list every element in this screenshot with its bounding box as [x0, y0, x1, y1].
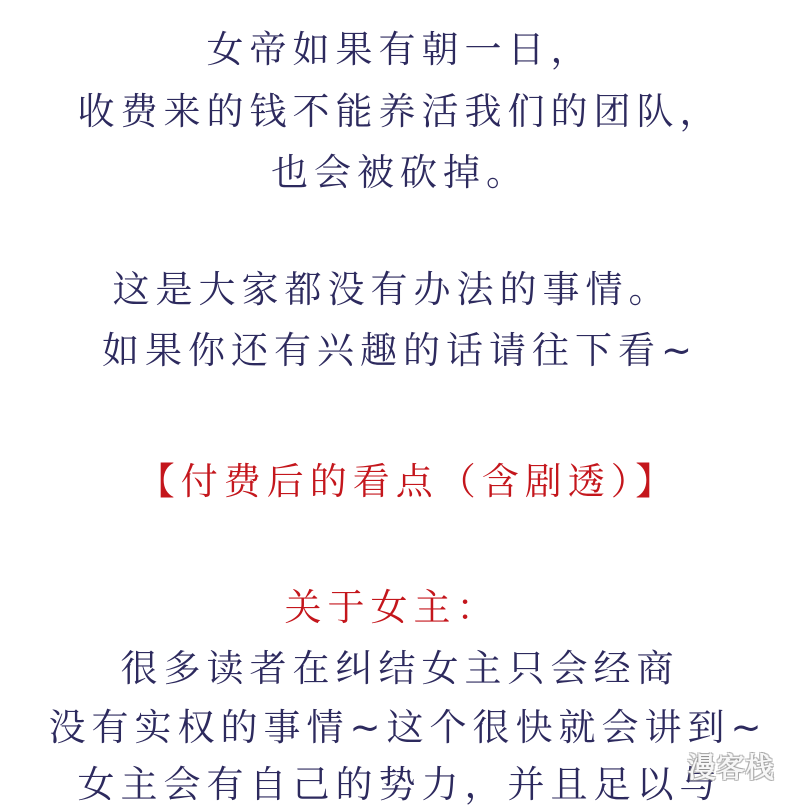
heroine-section-line3: 女主会有自己的势力，并且足以与 [77, 763, 723, 806]
heroine-section-line1: 很多读者在纠结女主只会经商 [120, 647, 680, 690]
paragraph1-line3: 也会被砍掉。 [271, 151, 529, 194]
watermark-logo: 漫客栈 [687, 751, 775, 784]
paid-highlights-heading: 【付费后的看点（含剧透）】 [137, 460, 679, 503]
paragraph1-line2: 收费来的钱不能养活我们的团队， [77, 90, 723, 133]
paragraph2-line2: 如果你还有兴趣的话请往下看~ [101, 329, 698, 372]
heroine-section-line2: 没有实权的事情~这个很快就会讲到~ [48, 706, 768, 749]
paragraph1-line1: 女帝如果有朝一日， [206, 28, 594, 71]
paragraph2-line1: 这是大家都没有办法的事情。 [112, 268, 672, 311]
heroine-section-heading: 关于女主： [284, 586, 500, 629]
